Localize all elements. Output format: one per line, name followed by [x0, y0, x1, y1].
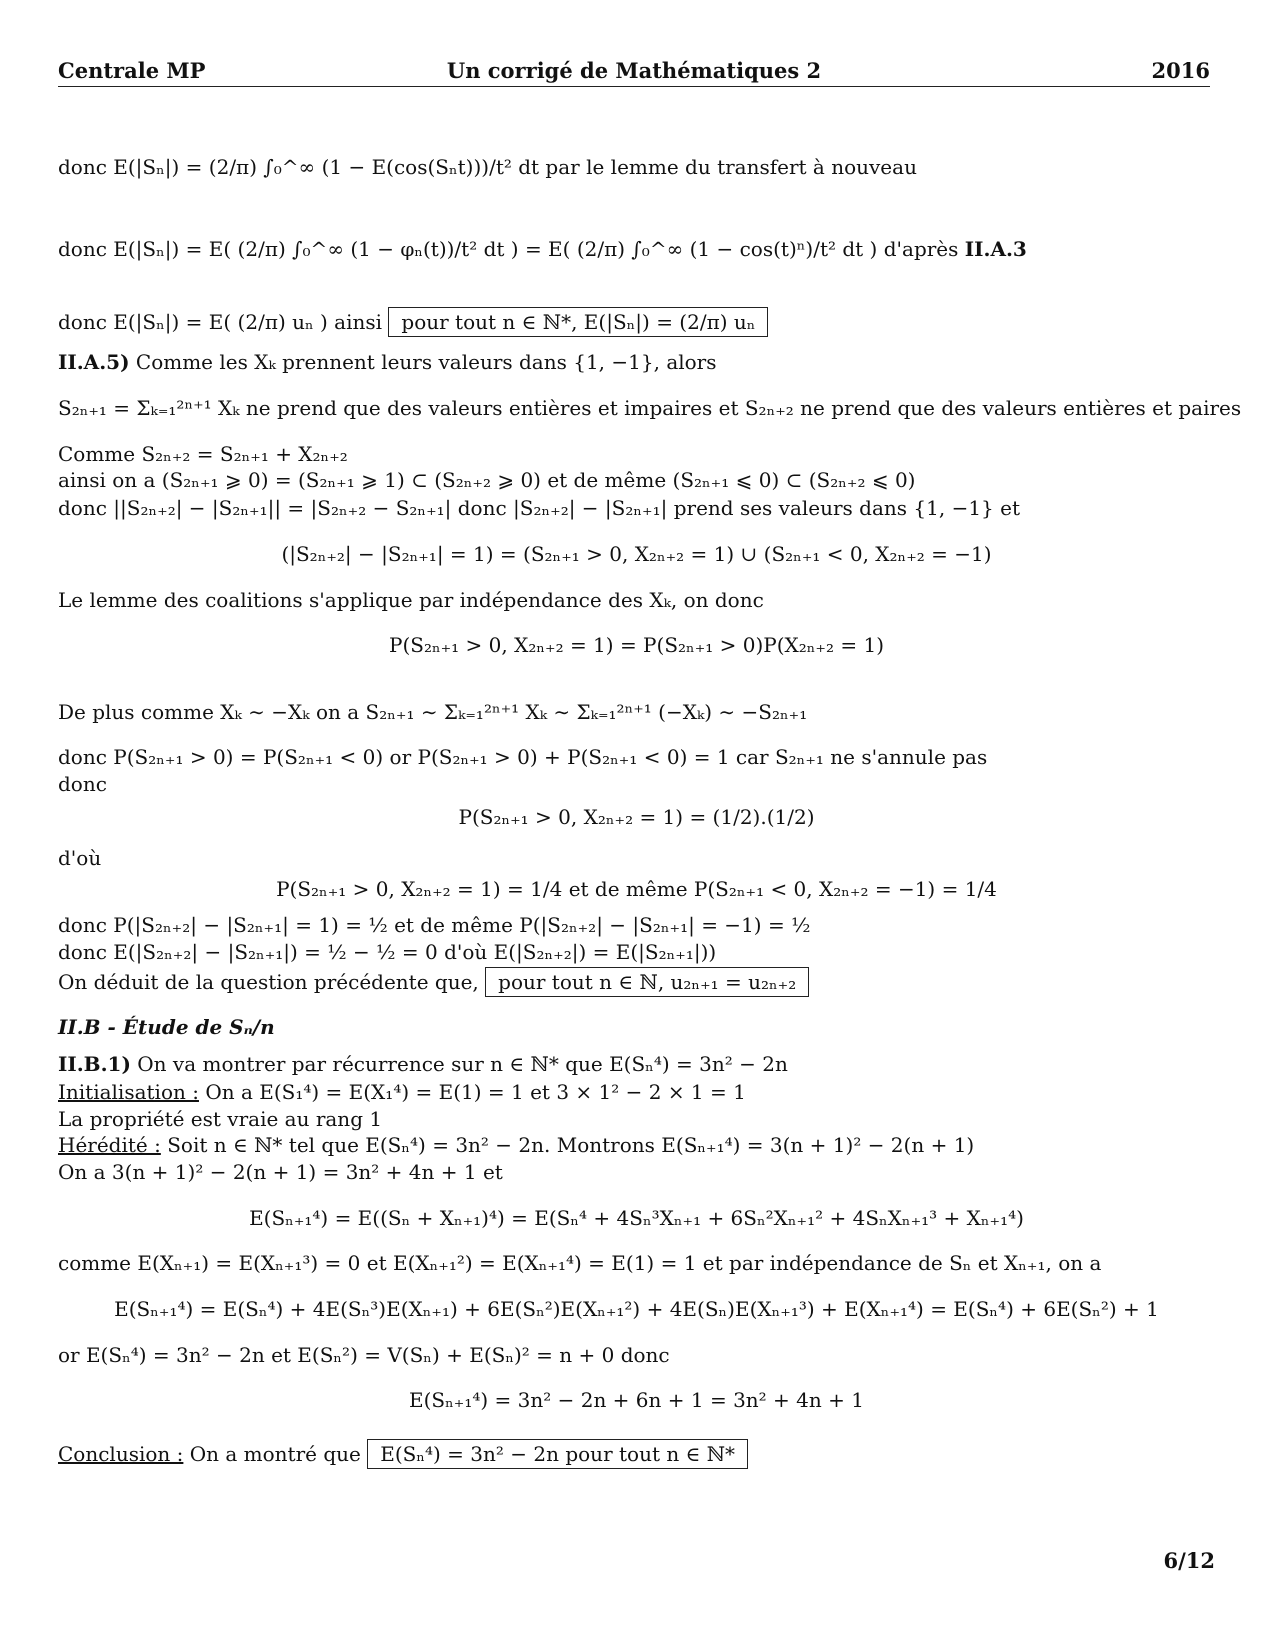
- line-or: or E(Sₙ⁴) = 3n² − 2n et E(Sₙ²) = V(Sₙ) + E(Sₙ)² = n + 0 donc: [58, 1343, 670, 1367]
- line-coalitions: Le lemme des coalitions s'applique par indépendance des Xₖ, on donc: [58, 588, 764, 612]
- result-box-esn: pour tout n ∈ ℕ*, E(|Sₙ|) = (2/π) uₙ: [388, 307, 768, 337]
- line-esn-result: [58, 310, 1215, 334]
- line-initialisation: [58, 1080, 1215, 1104]
- line-conclusion-u: [58, 970, 1215, 994]
- section-title-II-B-text: II.B - Étude de Sₙ/n: [58, 1015, 275, 1039]
- line-initialisation-text: On a E(S₁⁴) = E(X₁⁴) = E(1) = 1 et 3 × 1² − 2 × 1 = 1: [205, 1080, 746, 1104]
- line-comme: Comme S₂ₙ₊₂ = S₂ₙ₊₁ + X₂ₙ₊₂: [58, 442, 348, 466]
- line-esn-integral-text: donc E(|Sₙ|) = E( (2/π) ∫₀^∞ (1 − φₙ(t))/t² dt ) = E( (2/π) ∫₀^∞ (1 − cos(t)ⁿ)/t² dt ) d'après: [58, 237, 959, 261]
- line-prob-half: donc P(|S₂ₙ₊₂| − |S₂ₙ₊₁| = 1) = ½ et de même P(|S₂ₙ₊₂| − |S₂ₙ₊₁| = −1) = ½: [58, 913, 811, 937]
- line-II-A-5: [58, 350, 1215, 374]
- label-conclusion: Conclusion :: [58, 1442, 184, 1466]
- result-box-moment4: E(Sₙ⁴) = 3n² − 2n pour tout n ∈ ℕ*: [367, 1439, 748, 1469]
- question-label-II-A-5: II.A.5): [58, 350, 130, 374]
- equation-quarter: P(S₂ₙ₊₁ > 0, X₂ₙ₊₂ = 1) = 1/4 et de même P(S₂ₙ₊₁ < 0, X₂ₙ₊₂ = −1) = 1/4: [276, 877, 997, 901]
- line-parity: S₂ₙ₊₁ = Σₖ₌₁²ⁿ⁺¹ Xₖ ne prend que des valeurs entières et impaires et S₂ₙ₊₂ ne prend que des valeurs entières et paires: [58, 396, 1242, 420]
- line-moments: comme E(Xₙ₊₁) = E(Xₙ₊₁³) = 0 et E(Xₙ₊₁²) = E(Xₙ₊₁⁴) = E(1) = 1 et par indépendance de Sₙ et Xₙ₊₁, on a: [58, 1251, 1102, 1275]
- header-center: Un corrigé de Mathématiques 2: [446, 58, 822, 83]
- page-header: [58, 56, 1210, 87]
- result-box-u: pour tout n ∈ ℕ, u₂ₙ₊₁ = u₂ₙ₊₂: [485, 967, 809, 997]
- line-expansion: On a 3(n + 1)² − 2(n + 1) = 3n² + 4n + 1 et: [58, 1160, 503, 1184]
- line-II-A-5-text: Comme les Xₖ prennent leurs valeurs dans {1, −1}, alors: [135, 350, 717, 374]
- label-heredite: Hérédité :: [58, 1133, 161, 1157]
- line-difference: donc ||S₂ₙ₊₂| − |S₂ₙ₊₁|| = |S₂ₙ₊₂ − S₂ₙ₊₁| donc |S₂ₙ₊₂| − |S₂ₙ₊₁| prend ses valeurs dans {1, −1} et: [58, 496, 1021, 520]
- equation-binomial: E(Sₙ₊₁⁴) = E((Sₙ + Xₙ₊₁)⁴) = E(Sₙ⁴ + 4Sₙ³Xₙ₊₁ + 6Sₙ²Xₙ₊₁² + 4SₙXₙ₊₁³ + Xₙ₊₁⁴): [249, 1206, 1024, 1230]
- equation-independence: P(S₂ₙ₊₁ > 0, X₂ₙ₊₂ = 1) = P(S₂ₙ₊₁ > 0)P(X₂ₙ₊₂ = 1): [388, 633, 885, 657]
- page-number: 6/12: [1163, 1548, 1215, 1573]
- equation-half-half: P(S₂ₙ₊₁ > 0, X₂ₙ₊₂ = 1) = (1/2).(1/2): [458, 805, 815, 829]
- header-left: Centrale MP: [58, 58, 206, 83]
- line-II-B-1-text: On va montrer par récurrence sur n ∈ ℕ* que E(Sₙ⁴) = 3n² − 2n: [137, 1052, 788, 1076]
- question-label-II-B-1: II.B.1): [58, 1052, 131, 1076]
- equation-final: E(Sₙ₊₁⁴) = 3n² − 2n + 6n + 1 = 3n² + 4n + 1: [409, 1388, 864, 1412]
- line-conclusion-text: On a montré que: [189, 1442, 361, 1466]
- header-right: 2016: [1151, 58, 1210, 83]
- line-heredite-text: Soit n ∈ ℕ* tel que E(Sₙ⁴) = 3n² − 2n. Montrons E(Sₙ₊₁⁴) = 3(n + 1)² − 2(n + 1): [167, 1133, 975, 1157]
- ref-II-A-3: II.A.3: [964, 237, 1027, 261]
- line-probabilities: donc P(S₂ₙ₊₁ > 0) = P(S₂ₙ₊₁ < 0) or P(S₂ₙ₊₁ > 0) + P(S₂ₙ₊₁ < 0) = 1 car S₂ₙ₊₁ ne s'annule pas: [58, 745, 988, 769]
- line-conclusion-u-text: On déduit de la question précédente que,: [58, 970, 479, 994]
- line-heredite: [58, 1133, 1215, 1157]
- section-title-II-B: [58, 1015, 1215, 1039]
- line-dou: d'où: [58, 846, 102, 870]
- line-esn-result-text: donc E(|Sₙ|) = E( (2/π) uₙ ) ainsi: [58, 310, 383, 334]
- line-inclusions: ainsi on a (S₂ₙ₊₁ ⩾ 0) = (S₂ₙ₊₁ ⩾ 1) ⊂ (S₂ₙ₊₂ ⩾ 0) et de même (S₂ₙ₊₁ ⩽ 0) ⊂ (S₂ₙ₊₂ ⩽ 0): [58, 468, 916, 492]
- line-conclusion: [58, 1442, 1215, 1466]
- label-initialisation: Initialisation :: [58, 1080, 199, 1104]
- line-rang-1: La propriété est vraie au rang 1: [58, 1107, 383, 1131]
- line-esn-integral: [58, 237, 1215, 261]
- line-symmetry: De plus comme Xₖ ∼ −Xₖ on a S₂ₙ₊₁ ∼ Σₖ₌₁²ⁿ⁺¹ Xₖ ∼ Σₖ₌₁²ⁿ⁺¹ (−Xₖ) ∼ −S₂ₙ₊₁: [58, 700, 808, 724]
- equation-linearity: E(Sₙ₊₁⁴) = E(Sₙ⁴) + 4E(Sₙ³)E(Xₙ₊₁) + 6E(Sₙ²)E(Xₙ₊₁²) + 4E(Sₙ)E(Xₙ₊₁³) + E(Xₙ₊₁⁴) = E(Sₙ⁴) + 6E(Sₙ²) + 1: [114, 1297, 1159, 1321]
- equation-event-union: (|S₂ₙ₊₂| − |S₂ₙ₊₁| = 1) = (S₂ₙ₊₁ > 0, X₂ₙ₊₂ = 1) ∪ (S₂ₙ₊₁ < 0, X₂ₙ₊₂ = −1): [281, 542, 992, 566]
- line-II-B-1: [58, 1052, 1215, 1076]
- line-transfert: donc E(|Sₙ|) = (2/π) ∫₀^∞ (1 − E(cos(Sₙt)))/t² dt par le lemme du transfert à nouveau: [58, 155, 917, 179]
- line-expectation-zero: donc E(|S₂ₙ₊₂| − |S₂ₙ₊₁|) = ½ − ½ = 0 d'où E(|S₂ₙ₊₂|) = E(|S₂ₙ₊₁|)): [58, 940, 717, 964]
- line-donc: donc: [58, 772, 107, 796]
